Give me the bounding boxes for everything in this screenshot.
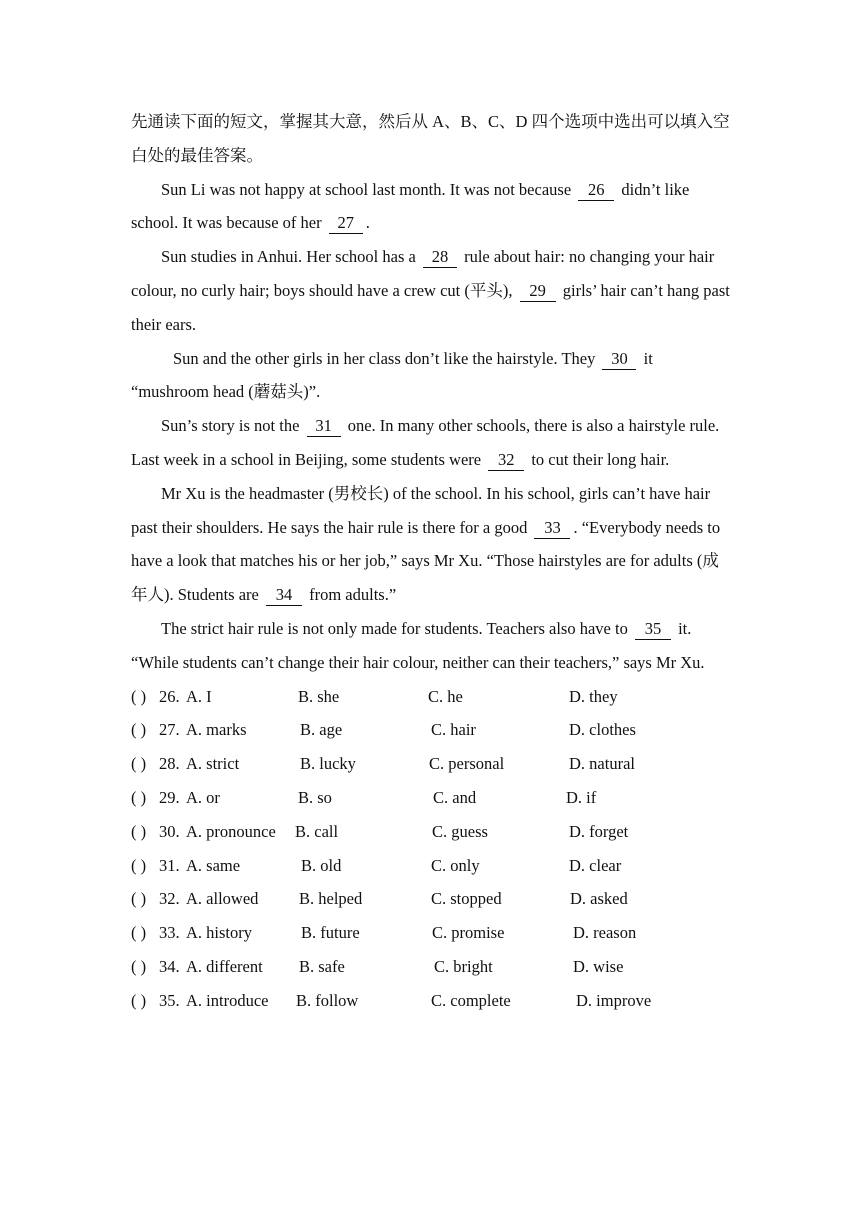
blank-32: 32 (488, 450, 524, 471)
passage-text: from adults.” (304, 585, 397, 605)
option-b: B. old (301, 855, 342, 875)
option-d: D. improve (576, 990, 652, 1010)
option-d: D. if (566, 787, 597, 807)
passage-text: rule about hair: no changing your hair colour, no curly hair; boys should have a crew cut (平头), (131, 247, 715, 300)
option-d: D. forget (569, 821, 629, 841)
option-d: D. clear (569, 855, 622, 875)
answer-paren[interactable]: ( ) (131, 720, 147, 740)
answer-paren[interactable]: ( ) (131, 990, 147, 1010)
question-row (131, 950, 731, 984)
option-c: C. bright (434, 956, 493, 976)
option-c: C. and (433, 787, 477, 807)
answer-paren[interactable]: ( ) (131, 787, 147, 807)
blank-27: 27 (329, 213, 363, 234)
blank-33: 33 (534, 518, 570, 539)
option-a: A. different (186, 956, 263, 976)
paragraph-5 (131, 477, 731, 612)
paragraph-3 (131, 342, 731, 410)
option-a: A. strict (186, 754, 240, 774)
question-number: 26. (159, 686, 180, 706)
passage-text: girls’ hair can’t hang past their ears. (131, 280, 730, 334)
option-b: B. safe (299, 956, 345, 976)
passage-text: . “Everybody needs to have a look that matches his or her job,” says Mr Xu. “Those hairstyles are for adults (成年人). Students are (131, 517, 721, 605)
question-number: 28. (159, 754, 180, 774)
passage-text: . (365, 213, 370, 233)
answer-paren[interactable]: ( ) (131, 754, 147, 774)
option-d: D. wise (573, 956, 624, 976)
option-c: C. guess (432, 821, 488, 841)
option-a: A. history (186, 923, 252, 943)
question-row (131, 680, 731, 714)
question-row (131, 815, 731, 849)
option-d: D. asked (570, 889, 628, 909)
option-b: B. lucky (300, 754, 356, 774)
question-number: 32. (159, 889, 180, 909)
question-row (131, 984, 731, 1018)
question-row (131, 747, 731, 781)
option-b: B. she (298, 686, 340, 706)
question-number: 33. (159, 923, 180, 943)
option-a: A. pronounce (186, 821, 276, 841)
option-d: D. they (569, 686, 618, 706)
answer-paren[interactable]: ( ) (131, 821, 147, 841)
paragraph-6 (131, 612, 731, 680)
blank-30: 30 (602, 349, 636, 370)
blank-35: 35 (635, 619, 671, 640)
option-b: B. call (295, 821, 339, 841)
passage-text: Mr Xu is the headmaster (男校长) of the school. In his school, girls can’t have hair past their shoulders. He says the hair rule is there for a good (131, 483, 711, 537)
option-d: D. reason (573, 923, 637, 943)
answer-paren[interactable]: ( ) (131, 889, 147, 909)
option-a: A. introduce (186, 990, 269, 1010)
blank-26: 26 (578, 180, 614, 201)
option-a: A. marks (186, 720, 247, 740)
option-d: D. natural (569, 754, 635, 774)
blank-34: 34 (266, 585, 302, 606)
passage-text: to cut their long hair. (527, 449, 670, 469)
question-row (131, 882, 731, 916)
option-c: C. hair (431, 720, 476, 740)
instruction-text: 先通读下面的短文，掌握其大意，然后从 A、B、C、D 四个选项中选出可以填入空白处的最佳答案。 (131, 112, 730, 165)
option-b: B. age (300, 720, 343, 740)
question-number: 30. (159, 821, 180, 841)
passage-text: didn’t like school. It was because of her (131, 179, 690, 233)
answer-paren[interactable]: ( ) (131, 923, 147, 943)
options-list (131, 680, 731, 1018)
answer-paren[interactable]: ( ) (131, 956, 147, 976)
passage-text: Sun’s story is not the (161, 416, 304, 436)
blank-31: 31 (307, 416, 341, 437)
passage-text: Sun Li was not happy at school last month. It was not because (161, 179, 576, 199)
question-number: 35. (159, 990, 180, 1010)
answer-paren[interactable]: ( ) (131, 855, 147, 875)
option-c: C. promise (432, 923, 505, 943)
question-row (131, 781, 731, 815)
option-c: C. stopped (431, 889, 502, 909)
passage-text: it. “While students can’t change their hair colour, neither can their teachers,” says Mr Xu. (131, 618, 705, 672)
option-d: D. clothes (569, 720, 636, 740)
paragraph-2 (131, 240, 731, 341)
option-b: B. follow (296, 990, 359, 1010)
option-a: A. same (186, 855, 241, 875)
option-a: A. or (186, 787, 220, 807)
option-c: C. he (428, 686, 463, 706)
document-page (131, 105, 731, 1018)
option-c: C. complete (431, 990, 511, 1010)
option-a: A. I (186, 686, 212, 706)
option-b: B. future (301, 923, 360, 943)
question-number: 31. (159, 855, 180, 875)
option-c: C. only (431, 855, 480, 875)
option-b: B. so (298, 787, 332, 807)
blank-28: 28 (423, 247, 457, 268)
option-b: B. helped (299, 889, 363, 909)
passage-text: it “mushroom head (蘑菇头)”. (131, 348, 653, 402)
passage-text: Sun and the other girls in her class don’t like the hairstyle. They (173, 348, 600, 368)
question-row (131, 713, 731, 747)
option-a: A. allowed (186, 889, 259, 909)
question-number: 29. (159, 787, 180, 807)
passage-text: The strict hair rule is not only made for students. Teachers also have to (161, 618, 632, 638)
paragraph-1 (131, 173, 731, 241)
passage-text: one. In many other schools, there is also a hairstyle rule. Last week in a school in Beijing, some students were (131, 416, 720, 469)
passage-text: Sun studies in Anhui. Her school has a (161, 247, 420, 267)
question-number: 27. (159, 720, 180, 740)
answer-paren[interactable]: ( ) (131, 686, 147, 706)
blank-29: 29 (520, 281, 556, 302)
question-row (131, 849, 731, 883)
paragraph-4 (131, 409, 731, 477)
question-number: 34. (159, 956, 180, 976)
question-row (131, 916, 731, 950)
option-c: C. personal (429, 754, 505, 774)
